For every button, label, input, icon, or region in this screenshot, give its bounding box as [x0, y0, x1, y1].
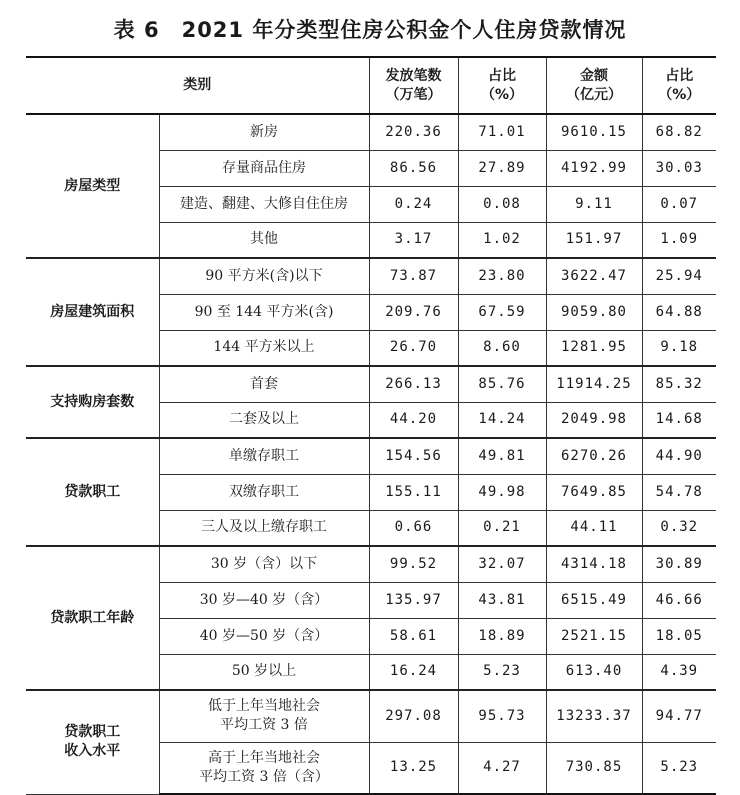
cell-amount-pct: 18.05: [642, 618, 716, 654]
header-count: [369, 57, 458, 114]
cell-amount-pct: 44.90: [642, 438, 716, 474]
row-label-line: 单缴存职工: [229, 447, 299, 464]
header-count-pct: [458, 57, 546, 114]
row-label: [159, 438, 369, 474]
cell-amount-pct: 30.89: [642, 546, 716, 582]
header-count-line1: 发放笔数: [385, 67, 442, 84]
cell-amount: 44.11: [546, 510, 642, 546]
cell-amount-pct: 1.09: [642, 222, 716, 258]
row-label-line: 30 岁（含）以下: [210, 555, 318, 572]
cell-count: 220.36: [369, 114, 458, 150]
header-amount-pct-line2: （%）: [658, 86, 701, 103]
group-label-line: 贷款职工年龄: [50, 609, 135, 626]
row-label-line: 50 岁以上: [231, 663, 297, 680]
row-label: [159, 654, 369, 690]
cell-amount: 4314.18: [546, 546, 642, 582]
table-body: [26, 114, 716, 794]
group-label-line: 收入水平: [64, 743, 121, 760]
cell-amount: 9610.15: [546, 114, 642, 150]
group-label: [26, 114, 159, 258]
row-label: [159, 742, 369, 794]
group-label: [26, 546, 159, 690]
cell-count-pct: 85.76: [458, 366, 546, 402]
row-label-line: 高于上年当地社会: [208, 749, 320, 766]
row-label: [159, 546, 369, 582]
row-label: [159, 258, 369, 294]
cell-count: 58.61: [369, 618, 458, 654]
loan-table: [26, 56, 716, 795]
table-row: [26, 258, 716, 294]
group-label: [26, 366, 159, 438]
cell-amount: 151.97: [546, 222, 642, 258]
cell-count: 154.56: [369, 438, 458, 474]
cell-count-pct: 43.81: [458, 582, 546, 618]
row-label-line: 30 岁—40 岁（含）: [199, 591, 329, 608]
row-label: [159, 474, 369, 510]
cell-amount-pct: 94.77: [642, 690, 716, 742]
cell-amount-pct: 0.07: [642, 186, 716, 222]
cell-count-pct: 4.27: [458, 742, 546, 794]
cell-count: 209.76: [369, 294, 458, 330]
cell-count-pct: 8.60: [458, 330, 546, 366]
cell-count: 16.24: [369, 654, 458, 690]
cell-count-pct: 32.07: [458, 546, 546, 582]
cell-amount-pct: 30.03: [642, 150, 716, 186]
header-count-pct-line2: （%）: [480, 86, 524, 103]
cell-count-pct: 49.81: [458, 438, 546, 474]
header-amount: [546, 57, 642, 114]
cell-count: 0.66: [369, 510, 458, 546]
group-label: [26, 258, 159, 366]
cell-count-pct: 23.80: [458, 258, 546, 294]
header-amount-pct: [642, 57, 716, 114]
cell-count: 297.08: [369, 690, 458, 742]
cell-count-pct: 27.89: [458, 150, 546, 186]
cell-count: 44.20: [369, 402, 458, 438]
cell-count: 135.97: [369, 582, 458, 618]
cell-count-pct: 67.59: [458, 294, 546, 330]
row-label: [159, 222, 369, 258]
row-label-line: 存量商品住房: [222, 159, 306, 176]
cell-count-pct: 0.08: [458, 186, 546, 222]
cell-count: 13.25: [369, 742, 458, 794]
cell-amount-pct: 46.66: [642, 582, 716, 618]
cell-amount-pct: 25.94: [642, 258, 716, 294]
group-label-line: 房屋类型: [64, 177, 121, 194]
cell-count-pct: 95.73: [458, 690, 546, 742]
row-label-line: 平均工资 3 倍（含）: [199, 768, 329, 785]
cell-amount-pct: 0.32: [642, 510, 716, 546]
row-label-line: 90 至 144 平方米(含): [194, 303, 334, 320]
cell-count-pct: 14.24: [458, 402, 546, 438]
table-row: [26, 546, 716, 582]
cell-amount-pct: 5.23: [642, 742, 716, 794]
row-label: [159, 294, 369, 330]
table-row: [26, 114, 716, 150]
cell-amount-pct: 14.68: [642, 402, 716, 438]
row-label: [159, 618, 369, 654]
row-label-line: 二套及以上: [229, 411, 299, 428]
group-label: [26, 438, 159, 546]
row-label-line: 三人及以上缴存职工: [201, 519, 327, 536]
cell-count: 0.24: [369, 186, 458, 222]
header-amount-line1: 金额: [580, 67, 608, 84]
row-label: [159, 114, 369, 150]
row-label-line: 新房: [250, 123, 278, 140]
cell-amount: 730.85: [546, 742, 642, 794]
group-label-line: 贷款职工: [64, 483, 121, 500]
header-count-line2: （万笔）: [385, 86, 442, 103]
cell-amount: 9059.80: [546, 294, 642, 330]
group-label-line: 贷款职工: [64, 724, 121, 741]
cell-count: 266.13: [369, 366, 458, 402]
row-label-line: 144 平方米以上: [213, 339, 315, 356]
row-label-line: 其他: [250, 231, 278, 248]
cell-amount: 13233.37: [546, 690, 642, 742]
cell-count-pct: 18.89: [458, 618, 546, 654]
cell-amount: 2049.98: [546, 402, 642, 438]
cell-amount: 7649.85: [546, 474, 642, 510]
row-label: [159, 330, 369, 366]
cell-count: 99.52: [369, 546, 458, 582]
cell-count-pct: 5.23: [458, 654, 546, 690]
group-label-line: 支持购房套数: [50, 393, 135, 410]
row-label-line: 建造、翻建、大修自住住房: [180, 195, 348, 212]
cell-amount: 3622.47: [546, 258, 642, 294]
row-label-line: 平均工资 3 倍: [220, 717, 308, 734]
table-row: [26, 438, 716, 474]
row-label: [159, 186, 369, 222]
cell-amount: 2521.15: [546, 618, 642, 654]
cell-count-pct: 1.02: [458, 222, 546, 258]
cell-count-pct: 71.01: [458, 114, 546, 150]
row-label: [159, 366, 369, 402]
cell-amount-pct: 64.88: [642, 294, 716, 330]
row-label: [159, 150, 369, 186]
header-row: [26, 57, 716, 114]
cell-amount-pct: 54.78: [642, 474, 716, 510]
table-title: 表 6 2021 年分类型住房公积金个人住房贷款情况: [113, 18, 627, 42]
row-label-line: 双缴存职工: [229, 483, 299, 500]
header-amount-pct-line1: 占比: [665, 67, 694, 84]
cell-count-pct: 0.21: [458, 510, 546, 546]
cell-amount: 6515.49: [546, 582, 642, 618]
cell-amount: 613.40: [546, 654, 642, 690]
cell-count: 26.70: [369, 330, 458, 366]
cell-amount: 1281.95: [546, 330, 642, 366]
row-label: [159, 402, 369, 438]
cell-count: 3.17: [369, 222, 458, 258]
cell-count: 155.11: [369, 474, 458, 510]
cell-count: 73.87: [369, 258, 458, 294]
cell-count: 86.56: [369, 150, 458, 186]
group-label-line: 房屋建筑面积: [50, 303, 135, 320]
cell-amount: 6270.26: [546, 438, 642, 474]
table-row: [26, 690, 716, 742]
cell-amount-pct: 9.18: [642, 330, 716, 366]
row-label-line: 首套: [250, 375, 278, 392]
cell-amount-pct: 68.82: [642, 114, 716, 150]
header-amount-line2: （亿元）: [566, 86, 622, 103]
row-label-line: 低于上年当地社会: [208, 698, 320, 715]
row-label: [159, 510, 369, 546]
row-label-line: 90 平方米(含)以下: [205, 267, 323, 284]
cell-amount-pct: 4.39: [642, 654, 716, 690]
cell-amount: 9.11: [546, 186, 642, 222]
table-row: [26, 366, 716, 402]
group-label: [26, 690, 159, 794]
row-label: [159, 690, 369, 742]
header-category: 类别: [26, 57, 369, 114]
row-label-line: 40 岁—50 岁（含）: [199, 627, 329, 644]
cell-amount-pct: 85.32: [642, 366, 716, 402]
cell-amount: 11914.25: [546, 366, 642, 402]
cell-count-pct: 49.98: [458, 474, 546, 510]
cell-amount: 4192.99: [546, 150, 642, 186]
row-label: [159, 582, 369, 618]
header-count-pct-line1: 占比: [488, 67, 516, 84]
